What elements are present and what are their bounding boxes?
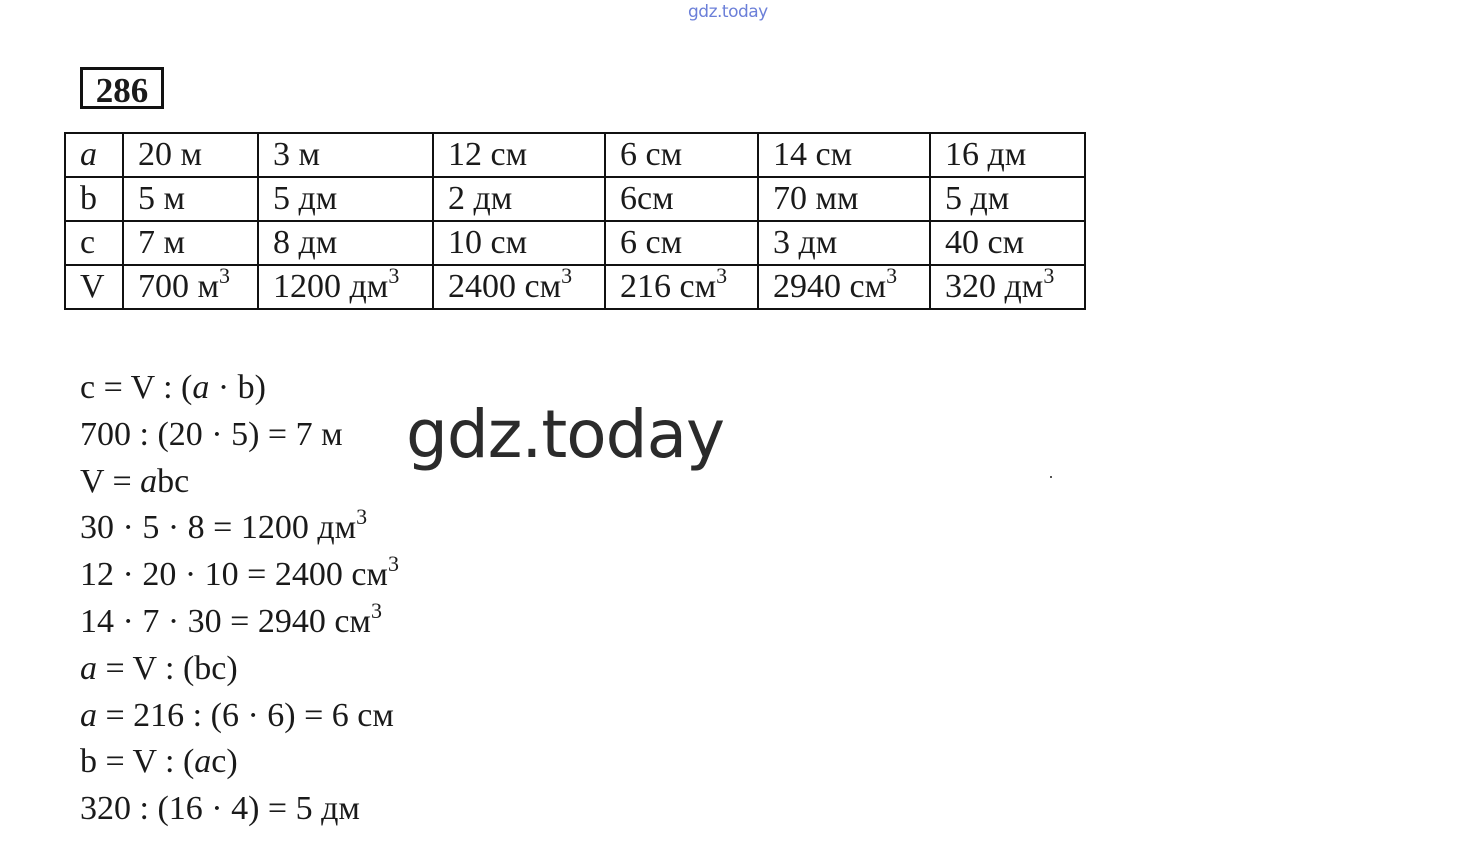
table-cell xyxy=(123,221,258,265)
dimensions-table xyxy=(64,132,1086,310)
table-cell xyxy=(930,265,1085,309)
cell-value: 12 см xyxy=(448,136,528,173)
cell-exponent: 3 xyxy=(219,263,231,288)
exponent: 3 xyxy=(356,504,368,530)
cell-value: 5 м xyxy=(138,180,186,217)
table-cell xyxy=(758,221,930,265)
cell-value: 2940 см xyxy=(773,268,887,305)
formula-text: a xyxy=(192,369,210,406)
table-cell xyxy=(605,177,758,221)
formula-text: 320 : (16 · 4) = 5 дм xyxy=(80,790,360,828)
watermark-center: gdz.today xyxy=(400,392,730,478)
cell-exponent: 3 xyxy=(716,263,728,288)
cell-value: 10 см xyxy=(448,224,528,261)
table-cell xyxy=(258,265,433,309)
table-cell xyxy=(758,265,930,309)
solution-line xyxy=(80,599,399,646)
cell-exponent: 3 xyxy=(388,263,400,288)
table-row xyxy=(65,133,1085,177)
formula-text: c = V : ( xyxy=(80,369,193,406)
solution-line xyxy=(80,365,399,412)
exponent: 3 xyxy=(387,551,399,577)
cell-value: 320 дм xyxy=(945,268,1044,305)
cell-value: 7 м xyxy=(138,224,186,261)
formula-text: c) xyxy=(211,743,238,781)
table-cell xyxy=(433,221,605,265)
table-cell xyxy=(123,133,258,177)
table-cell xyxy=(258,133,433,177)
solution-line xyxy=(80,693,399,740)
row-label: V xyxy=(65,265,123,309)
solution-line xyxy=(80,412,399,459)
cell-value: 14 см xyxy=(773,136,853,173)
table-cell xyxy=(258,177,433,221)
cell-value: 5 дм xyxy=(945,180,1010,217)
formula-text: b = V : ( xyxy=(80,743,195,781)
table-cell xyxy=(258,221,433,265)
formula-text: bc xyxy=(157,462,190,500)
exponent: 3 xyxy=(370,597,382,623)
formula-text: 30 · 5 · 8 = 1200 дм xyxy=(80,509,357,547)
formula-text: = V : (bc) xyxy=(97,649,238,687)
table-cell xyxy=(433,177,605,221)
cell-exponent: 3 xyxy=(886,263,898,288)
formula-text: V = xyxy=(80,462,141,500)
cell-value: 5 дм xyxy=(273,180,338,217)
solution-line xyxy=(80,646,399,693)
solution-block xyxy=(80,365,399,833)
table-cell xyxy=(930,177,1085,221)
cell-value: 1200 дм xyxy=(273,268,389,305)
formula-text: 12 · 20 · 10 = 2400 см xyxy=(80,556,388,594)
scan-speck xyxy=(1050,476,1052,478)
cell-value: 40 см xyxy=(945,224,1025,261)
formula-text: a xyxy=(80,696,97,734)
cell-value: 6 см xyxy=(620,224,683,261)
table-cell xyxy=(930,221,1085,265)
table-cell xyxy=(758,133,930,177)
task-number: 286 xyxy=(80,67,164,109)
cell-value: 3 дм xyxy=(773,224,838,261)
table-cell xyxy=(433,265,605,309)
row-label: b xyxy=(65,177,123,221)
solution-line xyxy=(80,786,399,833)
row-label: c xyxy=(65,221,123,265)
table-cell xyxy=(605,133,758,177)
cell-value: 216 см xyxy=(620,268,717,305)
cell-value: 2 дм xyxy=(448,180,513,217)
formula-text: 700 : (20 · 5) = 7 м xyxy=(80,415,343,453)
solution-line xyxy=(80,552,399,599)
table-row xyxy=(65,265,1085,309)
table-cell xyxy=(930,133,1085,177)
cell-exponent: 3 xyxy=(1043,263,1055,288)
cell-value: 8 дм xyxy=(273,224,338,261)
table-cell xyxy=(605,265,758,309)
table-row xyxy=(65,221,1085,265)
table-cell xyxy=(433,133,605,177)
cell-value: 20 м xyxy=(138,136,203,173)
cell-value: 700 м xyxy=(138,268,220,305)
watermark-top: gdz.today xyxy=(688,2,768,22)
table-row xyxy=(65,177,1085,221)
solution-line xyxy=(80,739,399,786)
formula-text: a xyxy=(194,743,212,781)
cell-value: 2400 см xyxy=(448,268,562,305)
formula-text: a xyxy=(140,462,158,500)
table-cell xyxy=(605,221,758,265)
formula-text: · b) xyxy=(209,369,267,406)
formula-text: a xyxy=(80,649,97,687)
cell-value: 16 дм xyxy=(945,136,1027,173)
table-cell xyxy=(123,177,258,221)
cell-value: 6 см xyxy=(620,136,683,173)
table-cell xyxy=(758,177,930,221)
cell-value: 6см xyxy=(620,180,674,217)
cell-value: 3 м xyxy=(273,136,321,173)
formula-text: = 216 : (6 · 6) = 6 см xyxy=(97,696,394,734)
solution-line xyxy=(80,459,399,506)
table-cell xyxy=(123,265,258,309)
row-label: a xyxy=(65,133,123,177)
cell-value: 70 мм xyxy=(773,180,859,217)
solution-line xyxy=(80,505,399,552)
cell-exponent: 3 xyxy=(561,263,573,288)
formula-text: 14 · 7 · 30 = 2940 см xyxy=(80,602,371,640)
